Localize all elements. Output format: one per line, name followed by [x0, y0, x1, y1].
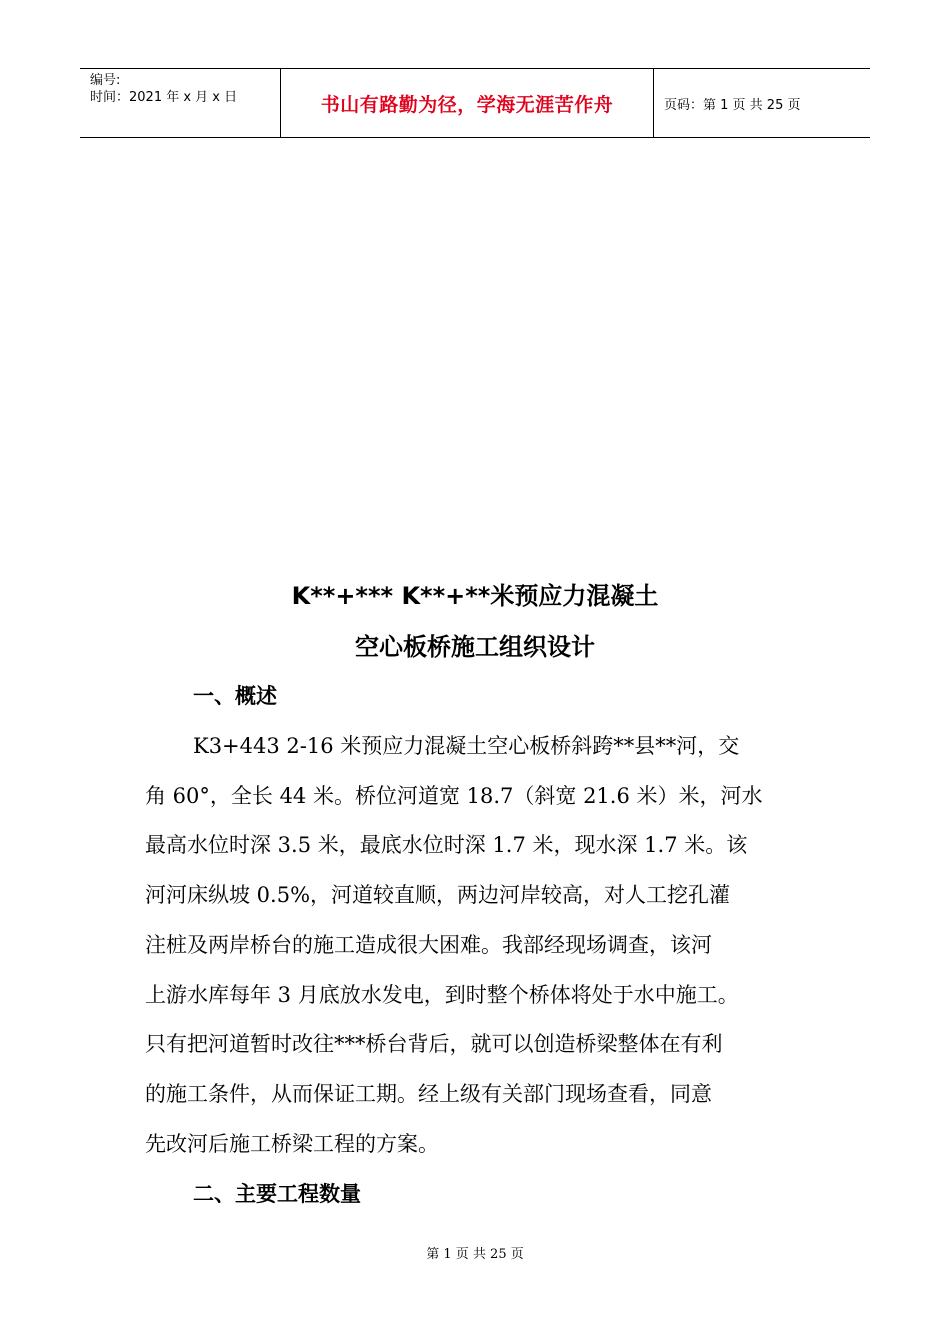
- document-title-line1: K**+*** K**+**米预应力混凝土: [291, 582, 659, 610]
- header-meta: [80, 69, 281, 137]
- paragraph-line: K3+443 2-16 米预应力混凝土空心板桥斜跨**县**河，交: [193, 734, 740, 758]
- header-page-info: 页码：第 1 页 共 25 页: [664, 97, 801, 113]
- paragraph-line: 角 60°，全长 44 米。桥位河道宽 18.7（斜宽 21.6 米）米，河水: [145, 784, 763, 808]
- section-heading-quantities: 二、主要工程数量: [193, 1182, 361, 1206]
- paragraph-line: 注桩及两岸桥台的施工造成很大困难。我部经现场调查，该河: [145, 933, 712, 957]
- document-number-label: 编号:: [90, 73, 121, 88]
- paragraph-line: 的施工条件，从而保证工期。经上级有关部门现场查看，同意: [145, 1082, 712, 1106]
- paragraph-line: 最高水位时深 3.5 米，最底水位时深 1.7 米，现水深 1.7 米。该: [145, 833, 748, 857]
- page-footer: 第 1 页 共 25 页: [426, 1247, 524, 1262]
- document-title-line2: 空心板桥施工组织设计: [355, 633, 595, 661]
- paragraph-line: 河河床纵坡 0.5%，河道较直顺，两边河岸较高，对人工挖孔灌: [145, 883, 731, 907]
- paragraph-line: 先改河后施工桥梁工程的方案。: [145, 1132, 439, 1156]
- paragraph-line: 上游水库每年 3 月底放水发电，到时整个桥体将处于水中施工。: [145, 983, 739, 1007]
- section-heading-overview: 一、概述: [193, 684, 277, 708]
- document-date-label: 时间：2021 年 x 月 x 日: [90, 90, 238, 105]
- paragraph-line: 只有把河道暂时改往***桥台背后，就可以创造桥梁整体在有利: [145, 1032, 723, 1056]
- page-header: [80, 68, 870, 138]
- header-motto: 书山有路勤为径，学海无涯苦作舟: [281, 69, 654, 137]
